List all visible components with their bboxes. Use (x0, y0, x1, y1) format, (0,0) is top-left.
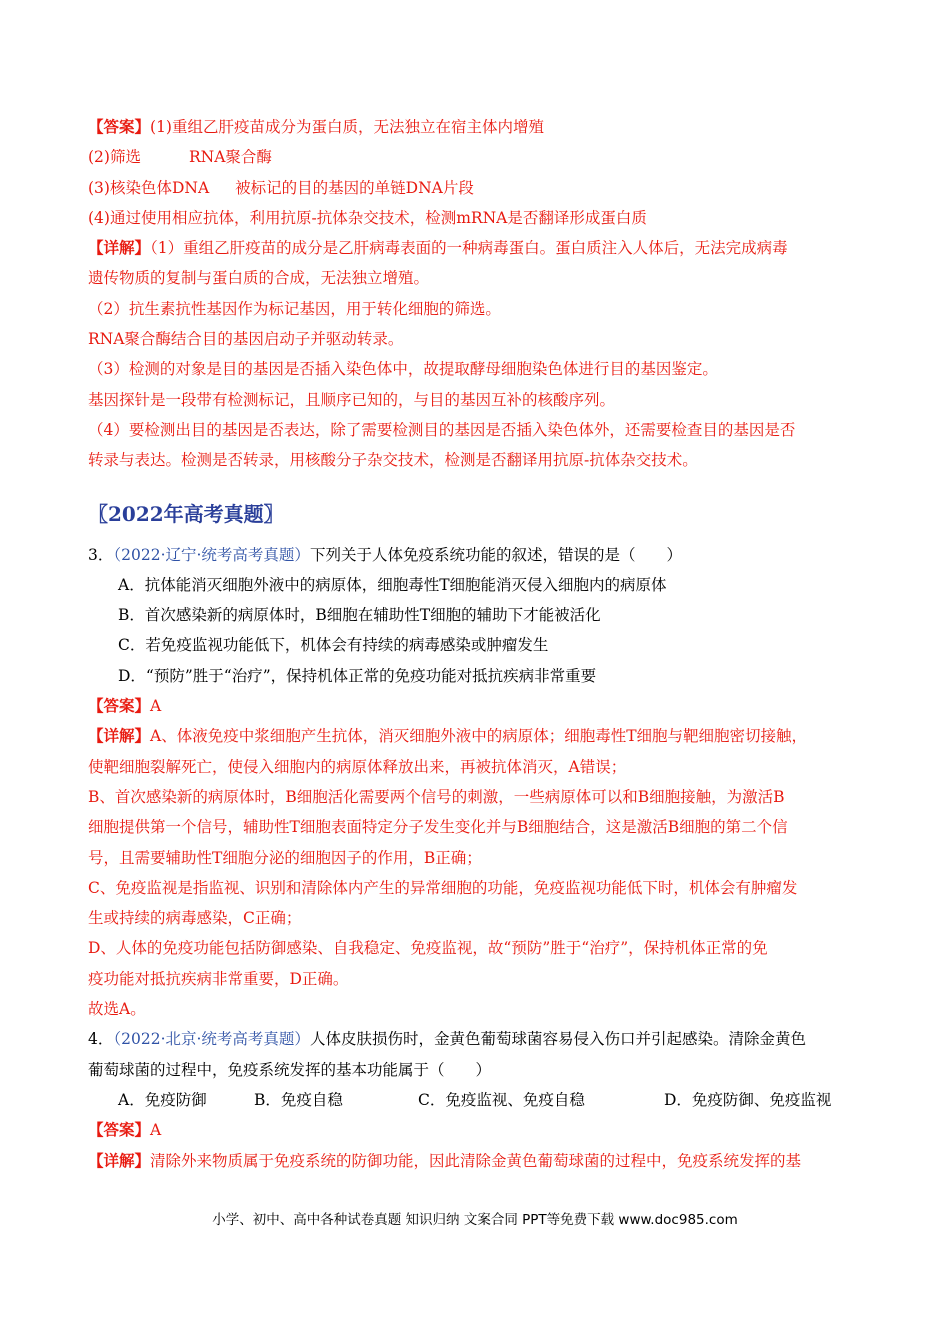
question-3-option-c: C．若免疫监视功能低下，机体会有持续的病毒感染或肿瘤发生 (118, 636, 549, 655)
question-3-stem: 3．（2022·辽宁·统考高考真题）下列关于人体免疫系统功能的叙述，错误的是（ ） (88, 545, 682, 564)
detail-line-2: 遗传物质的复制与蛋白质的合成，无法独立增殖。 (88, 269, 430, 288)
question-4-option-d: D．免疫防御、免疫监视 (664, 1090, 832, 1109)
detail-line-1: 【详解】（1）重组乙肝疫苗的成分是乙肝病毒表面的一种病毒蛋白。蛋白质注入人体后，无法完成病毒 (88, 238, 788, 258)
question-4-detail-1: 【详解】清除外来物质属于免疫系统的防御功能，因此清除金黄色葡萄球菌的过程中，免疫系统发挥的基 (88, 1150, 802, 1170)
detail-line-5: （3）检测的对象是目的基因是否插入染色体中，故提取酵母细胞染色体进行目的基因鉴定。 (88, 360, 718, 379)
question-3-detail-8: D、人体的免疫功能包括防御感染、自我稳定、免疫监视，故“预防”胜于“治疗”，保持机体正常的免 (88, 939, 768, 958)
question-4-options (88, 1085, 864, 1115)
question-3-detail-4: 细胞提供第一个信号，辅助性T细胞表面特定分子发生变化并与B细胞结合，这是激活B细胞的第二个信 (88, 818, 788, 837)
answer-line-4: (4)通过使用相应抗体，利用抗原-抗体杂交技术，检测mRNA是否翻译形成蛋白质 (88, 208, 647, 227)
question-3-detail-1: 【详解】A、体液免疫中浆细胞产生抗体，消灭细胞外液中的病原体；细胞毒性T细胞与靶细胞密切接触， (88, 726, 808, 746)
section-title: 〖2022年高考真题〗 (88, 501, 284, 526)
question-3-detail-9: 疫功能对抵抗疾病非常重要，D正确。 (88, 969, 349, 988)
question-4-option-a: A．免疫防御 (118, 1090, 207, 1109)
question-source: （2022·辽宁·统考高考真题） (113, 545, 310, 564)
question-3-answer: 【答案】A (88, 696, 162, 716)
question-4-stem: 4．（2022·北京·统考高考真题）人体皮肤损伤时，金黄色葡萄球菌容易侵入伤口并引起感染。清除金黄色 (88, 1030, 806, 1049)
answer-line-1: 【答案】(1)重组乙肝疫苗成分为蛋白质，无法独立在宿主体内增殖 (88, 117, 544, 136)
detail-line-7: （4）要检测出目的基因是否表达，除了需要检测目的基因是否插入染色体外，还需要检查目的基因是否 (88, 420, 796, 439)
question-number: 3． (88, 545, 114, 564)
question-4-option-b: B．免疫自稳 (254, 1090, 343, 1109)
detail-tag: 【详解】 (88, 238, 151, 258)
answer-tag: 【答案】 (88, 117, 151, 136)
question-source: （2022·北京·统考高考真题） (113, 1030, 310, 1049)
question-3-conclusion: 故选A。 (88, 1000, 146, 1019)
question-3-detail-6: C、免疫监视是指监视、识别和清除体内产生的异常细胞的功能，免疫监视功能低下时，机体会有肿瘤发 (88, 878, 798, 897)
question-3-detail-7: 生或持续的病毒感染，C正确； (88, 909, 302, 928)
question-3-option-d: D．“预防”胜于“治疗”，保持机体正常的免疫功能对抵抗疾病非常重要 (118, 666, 597, 685)
question-3-option-a: A．抗体能消灭细胞外液中的病原体，细胞毒性T细胞能消灭侵入细胞内的病原体 (118, 575, 667, 594)
question-4-answer: 【答案】A (88, 1120, 162, 1140)
question-number: 4． (88, 1030, 114, 1049)
question-3-detail-2: 使靶细胞裂解死亡，使侵入细胞内的病原体释放出来，再被抗体消灭，A错误； (88, 757, 627, 776)
answer-line-2: (2)筛选 RNA聚合酶 (88, 148, 272, 167)
question-3-option-b: B．首次感染新的病原体时，B细胞在辅助性T细胞的辅助下才能被活化 (118, 606, 601, 625)
question-4-option-c: C．免疫监视、免疫自稳 (418, 1090, 585, 1109)
page-content (88, 112, 864, 1176)
detail-line-3: （2）抗生素抗性基因作为标记基因，用于转化细胞的筛选。 (88, 299, 501, 318)
question-3-detail-5: 号，且需要辅助性T细胞分泌的细胞因子的作用，B正确； (88, 848, 482, 867)
question-4-stem-cont: 葡萄球菌的过程中，免疫系统发挥的基本功能属于（ ） (88, 1060, 492, 1079)
detail-line-6: 基因探针是一段带有检测标记，且顺序已知的，与目的基因互补的核酸序列。 (88, 390, 616, 409)
answer-line-3: (3)核染色体DNA 被标记的目的基因的单链DNA片段 (88, 178, 474, 197)
detail-line-8: 转录与表达。检测是否转录，用核酸分子杂交技术，检测是否翻译用抗原-抗体杂交技术。 (88, 451, 698, 470)
question-3-detail-3: B、首次感染新的病原体时，B细胞活化需要两个信号的刺激，一些病原体可以和B细胞接触，为激活B (88, 787, 785, 806)
detail-line-4: RNA聚合酶结合目的基因启动子并驱动转录。 (88, 330, 404, 349)
page-footer: 小学、初中、高中各种试卷真题 知识归纳 文案合同 PPT等免费下载 www.doc985.com (212, 1212, 738, 1228)
